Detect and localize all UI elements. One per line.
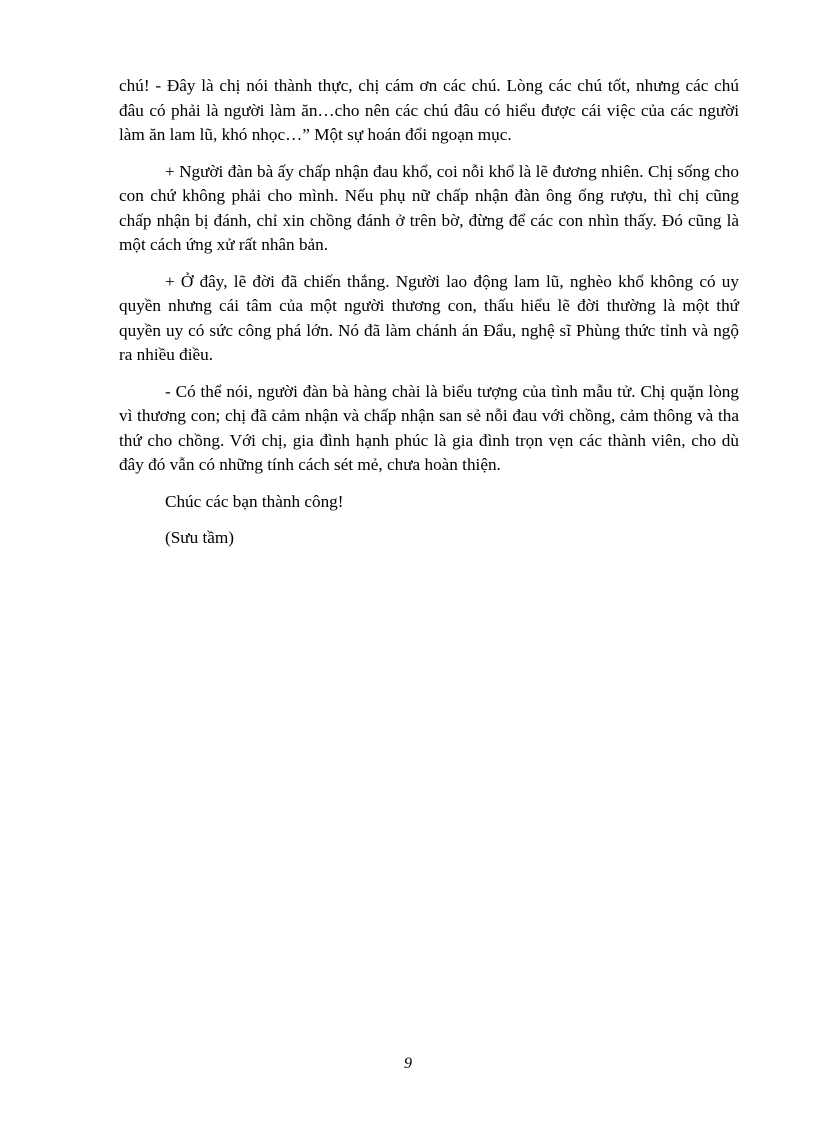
page-number: 9 (404, 1055, 412, 1072)
paragraph-life-wisdom: + Ở đây, lẽ đời đã chiến thắng. Người lao động lam lũ, nghèo khổ không có uy quyền nhưng cái tâm của một người thương con, thấu hiểu lẽ đời thường là một thứ quyền uy có sức công phá lớn. Nó đã làm chánh án Đẩu, nghệ sĩ Phùng thức tỉnh và ngộ ra nhiều điều. (119, 271, 739, 364)
document-body (119, 74, 739, 563)
paragraph-motherhood: - Có thể nói, người đàn bà hàng chài là biểu tượng của tình mẫu tử. Chị quặn lòng vì thương con; chị đã cảm nhận và chấp nhận san sẻ nỗi đau với chồng, cảm thông và tha thứ cho chồng. Với chị, gia đình hạnh phúc là gia đình trọn vẹn các thành viên, cho dù đây đó vẫn có những tính cách sét mẻ, chưa hoàn thiện. (119, 381, 739, 474)
paragraph-continuation: chú! - Đây là chị nói thành thực, chị cám ơn các chú. Lòng các chú tốt, nhưng các chú đâu có phải là người làm ăn…cho nên các chú đâu có hiểu được cái việc của các người làm ăn lam lũ, khó nhọc…” Một sự hoán đổi ngoạn mục. (119, 76, 739, 144)
closing-wish: Chúc các bạn thành công! (165, 491, 344, 511)
source-note: (Sưu tầm) (165, 528, 234, 547)
paragraph-acceptance: + Người đàn bà ấy chấp nhận đau khổ, coi nỗi khổ là lẽ đương nhiên. Chị sống cho con chứ không phải cho mình. Nếu phụ nữ chấp nhận đàn ông ống rượu, thì chị cũng chấp nhận bị đánh, chỉ xin chồng đánh ở trên bờ, đừng để các con nhìn thấy. Đó cũng là một cách ứng xử rất nhân bản. (119, 161, 739, 254)
